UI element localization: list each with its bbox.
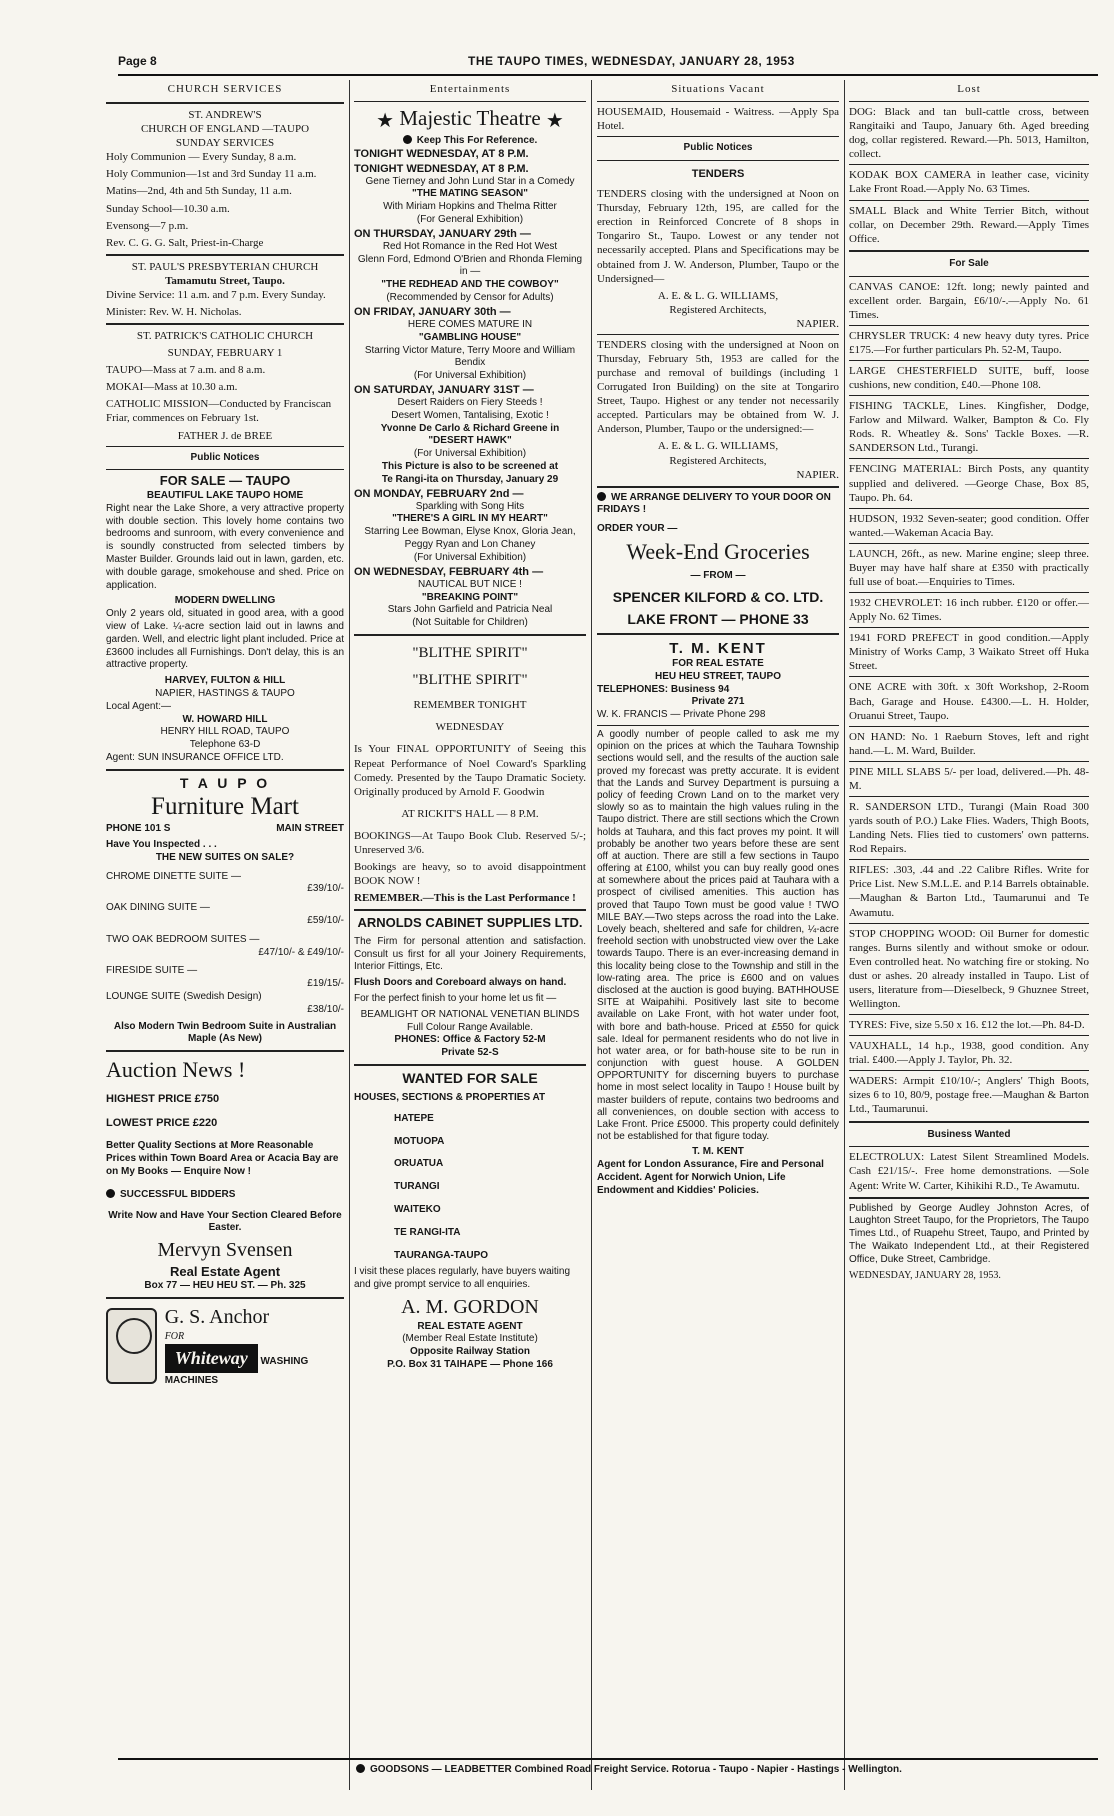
program-line: (For Universal Exhibition)	[413, 551, 527, 563]
sale-ad: HUDSON, 1932 Seven-seater; good condition. Offer wanted.—Wakeman Acacia Bay.	[849, 512, 1089, 539]
program-title: "THERE'S A GIRL IN MY HEART"	[392, 513, 548, 525]
agent-address: NAPIER, HASTINGS & TAUPO	[155, 688, 295, 700]
successful-bidders: SUCCESSFUL BIDDERS	[120, 1188, 236, 1200]
williams: A. E. & L. G. WILLIAMS,	[657, 440, 779, 453]
blithe-spirit-1: "BLITHE SPIRIT"	[412, 644, 528, 661]
modern-dwelling-body: Only 2 years old, situated in good area, with a good view of Lake. ¼-acre section laid out in lawns and garden. Well, and electric light plant included. Price at £3600 includes all Furnishings. Don't delay, this is an attractive property.	[106, 608, 344, 671]
tenders-heading: TENDERS	[691, 168, 745, 181]
arnolds-phones: PHONES: Office & Factory 52-M	[394, 1034, 546, 1046]
arnolds-range: Full Colour Range Available.	[406, 1021, 533, 1033]
final-opportunity: Is Your FINAL OPPORTUNITY of Seeing this Repeat Performance of Noel Coward's Sparkling Comedy. Presented by the Taupo Dramatic Society. Originally produced by Arnold F. Goodwin	[354, 743, 586, 798]
keep-reference: Keep This For Reference.	[416, 134, 538, 146]
theatre-name: Majestic Theatre	[399, 106, 541, 131]
highest-price: HIGHEST PRICE £750	[106, 1093, 220, 1106]
furniture-phone: PHONE 101 S	[106, 823, 171, 835]
new-suites: THE NEW SUITES ON SALE?	[155, 851, 295, 863]
public-notices-heading: Public Notices	[683, 142, 753, 154]
furniture-taupo: T A U P O	[179, 774, 271, 791]
inspected: Have You Inspected . . .	[106, 839, 217, 850]
star-icon: ★	[545, 110, 564, 133]
wanted-visit: I visit these places regularly, have buyers waiting and give prompt service to all enquiries.	[354, 1266, 571, 1291]
service-line: Divine Service: 11 a.m. and 7 p.m. Every Sunday.	[106, 288, 326, 301]
kent-street: HEU HEU STREET, TAUPO	[655, 670, 781, 682]
service-line: Holy Communion — Every Sunday, 8 a.m.	[106, 151, 297, 164]
st-andrews-sub: CHURCH OF ENGLAND —TAUPO	[140, 123, 310, 136]
place: ORUATUA	[394, 1158, 444, 1170]
service-line: Rev. C. G. G. Salt, Priest-in-Charge	[106, 236, 264, 249]
lost-ad: SMALL Black and White Terrier Bitch, without collar, on December 29th. Reward.—Apply Times Office.	[849, 204, 1089, 245]
service-line: Evensong—7 p.m.	[106, 219, 189, 232]
st-patricks-date: SUNDAY, FEBRUARY 1	[167, 347, 283, 360]
local-agent-label: Local Agent:—	[106, 700, 172, 712]
service-line: Minister: Rev. W. H. Nicholas.	[106, 306, 242, 319]
mervyn-svensen: Mervyn Svensen	[157, 1239, 293, 1262]
sale-ad: 1941 FORD PREFECT in good condition.—Apply Ministry of Works Camp, 3 Waikato Street off Huka Street.	[849, 632, 1089, 673]
program-when: ON WEDNESDAY, FEBRUARY 4th —	[354, 565, 544, 578]
last-performance: REMEMBER.—This is the Last Performance !	[354, 892, 576, 905]
sale-ad: R. SANDERSON LTD., Turangi (Main Road 300 yards south of P.O.) Lake Flies. Waders, Thigh Boots, Landing Nets. Flies tied to customers' own patterns. Rod Repairs.	[849, 801, 1089, 856]
sale-ad: ONE ACRE with 30ft. x 30ft Workshop, 2-Room Bach, Garage and House. £4300.—L. H. Holder, Oruanui Street, Taupo.	[849, 681, 1089, 722]
bookings-heavy: Bookings are heavy, so to avoid disappointment BOOK NOW !	[354, 861, 586, 888]
sale-ad: LARGE CHESTERFIELD SUITE, buff, loose cushions, new condition, £40.—Phone 108.	[849, 364, 1089, 392]
wanted-title: WANTED FOR SALE	[402, 1070, 538, 1087]
program-when: ON FRIDAY, JANUARY 30th —	[354, 305, 511, 318]
st-pauls-title: ST. PAUL'S PRESBYTERIAN CHURCH	[131, 260, 319, 273]
kent-tel: TELEPHONES: Business 94	[597, 683, 730, 695]
delivery: WE ARRANGE DELIVERY TO YOUR DOOR ON FRIDAYS !	[597, 491, 831, 516]
program-line: (For Universal Exhibition)	[413, 448, 527, 460]
furniture-mart-title: Furniture Mart	[151, 792, 299, 820]
wanted-sub: HOUSES, SECTIONS & PROPERTIES AT	[354, 1091, 546, 1103]
bullet-icon	[356, 1764, 365, 1773]
for-sale-sub: BEAUTIFUL LAKE TAUPO HOME	[146, 490, 304, 502]
program-line: Glenn Ford, Edmond O'Brien and Rhonda Fleming in —	[357, 253, 583, 278]
lost-ad: KODAK BOX CAMERA in leather case, vicinity Lake Front Road.—Apply No. 63 Times.	[849, 169, 1089, 196]
place: TURANGI	[394, 1181, 440, 1193]
place: WAITEKO	[394, 1203, 441, 1215]
auction-better: Better Quality Sections at More Reasonable Prices within Town Board Area or Acacia Bay are on My Books — Enquire Now !	[106, 1140, 339, 1178]
furniture-item: CHROME DINETTE SUITE — £39/10/-	[106, 870, 344, 895]
bullet-icon	[106, 1189, 115, 1198]
telephone: Telephone 63-D	[189, 739, 261, 751]
wednesday: WEDNESDAY	[435, 721, 505, 734]
header-rule	[118, 74, 1098, 76]
tender-2: TENDERS closing with the undersigned at Noon on Thursday, February 5th, 1953 are called for the purchase and removal of buildings (including 1 Corrugated Iron Building) on the site at Tongariro Street, Taupo. Highest or any tender not necessarily accepted. Particulars may be obtained from W. J. Anderson, Plumber, Taupo or the undersigned:—	[597, 338, 839, 436]
kent-body: A goodly number of people called to ask me my opinion on the prices at which the Tauhara Township sections would sell, and the results of the auction sale proved my forecast was pretty accurate. It is evident that the Lands and Survey Department is pursuing a policy of feeding Crown Land on to the market very slowly so as to maintain the high values ruling in the Taupo district. There are still sections which the Crown holds at Tauhara, and this fact proves my point. It will probably be another two years before these are sent off at auction. There are still a few sections in Taupo offering at £100, whilst you can buy really good ones at somewhere about the prices paid at Tauhara with a prospect of civilised amenities. This auction has proved that Taupo Town must be good value ! TWO MILE BAY.—Two steps across the road into the Lake. Lovely beach, sheltered and safe for children, ¼-acre freehold section with unobstructed view over the Lake towards Taupo. There is an ever-increasing demand in this locality being close to the Township and still in the low-rating area. The price is £600 and on values disclosed at the auction is good buying. BATHHOUSE SITE at Waipahihi. Positively last site to become available on Lake Front, with hot water under foot, with bore and bath-house. Priced at £550 for quick sale. Ideal for permanent residents who do not live in hot water area, or for bath-house site to be run in conjunction with guest house. A GOLDEN OPPORTUNITY for discerning buyers to purchase home in most select locality in Taupo ! House built by master builders of repute, contains two bedrooms and all conveniences, on double section with access to Lake Front. Price £5000. This property could definitely not be established for that figure today.	[597, 729, 839, 1143]
washing-machines: WASHING MACHINES	[164, 1355, 309, 1386]
bullet-icon	[597, 492, 606, 501]
program-line: Yvonne De Carlo & Richard Greene in	[380, 422, 560, 434]
arnolds-blinds: BEAMLIGHT OR NATIONAL VENETIAN BLINDS	[360, 1008, 580, 1020]
furniture-item: LOUNGE SUITE (Swedish Design) £38/10/-	[106, 990, 344, 1015]
sale-ad: STOP CHOPPING WOOD: Oil Burner for domestic ranges. Burns silently and without smoke or odour. Even controlled heat. No watching fire or stoking. No dust or ashes. 20 already installed in Taupo. List of users, literature from—Dieselbeck, 9 Ghuznee Street, Wellington.	[849, 927, 1089, 1011]
kent-agent: Agent for London Assurance, Fire and Personal Accident. Agent for Norwich Union, Life Endowment and Kiddies' Policies.	[597, 1159, 824, 1196]
business-wanted-heading: Business Wanted	[927, 1128, 1011, 1140]
sale-ad: RIFLES: .303, .44 and .22 Calibre Rifles. Write for Price List. New S.M.L.E. and P.14 Barrels obtainable.—Maughan & Barton Ltd., Taumarunui and Te Awamutu.	[849, 864, 1089, 919]
anchor-for: FOR	[164, 1330, 185, 1342]
for-sale-title: FOR SALE — TAUPO	[159, 473, 291, 489]
washing-machine-icon	[106, 1308, 157, 1384]
furniture-street: MAIN STREET	[276, 823, 344, 835]
insurance-agent: Agent: SUN INSURANCE OFFICE LTD.	[106, 752, 284, 763]
order-your: ORDER YOUR —	[597, 523, 678, 535]
write-now: Write Now and Have Your Section Cleared Before Easter.	[108, 1209, 342, 1234]
spencer-kilford: SPENCER KILFORD & CO. LTD.	[612, 589, 824, 606]
service-line: MOKAI—Mass at 10.30 a.m.	[106, 381, 238, 394]
lost-heading: Lost	[957, 83, 981, 95]
program-title: "GAMBLING HOUSE"	[418, 331, 522, 343]
program-line: (For Universal Exhibition)	[413, 370, 527, 382]
modern-dwelling: MODERN DWELLING	[174, 595, 276, 607]
program-line: HERE COMES MATURE IN	[407, 318, 533, 330]
service-line: TAUPO—Mass at 7 a.m. and 8 a.m.	[106, 364, 266, 377]
anchor-name: G. S. Anchor	[164, 1306, 270, 1329]
page-header	[118, 52, 1098, 72]
program-line: (Not Suitable for Children)	[412, 617, 528, 629]
footer-rule	[118, 1758, 1098, 1760]
anchor-ad	[106, 1305, 344, 1387]
howard-address: HENRY HILL ROAD, TAUPO	[160, 726, 290, 738]
st-andrews-services: SUNDAY SERVICES	[175, 137, 275, 150]
housemaid-ad: HOUSEMAID, Housemaid - Waitress. —Apply Spa Hotel.	[597, 106, 839, 133]
arnolds-body: The Firm for personal attention and satisfaction. Consult us first for all your Joinery Requirements, Interior Fittings, Etc.	[354, 935, 586, 973]
sale-ad: VAUXHALL, 14 h.p., 1938, good condition. Any trial. £400.—Apply J. Taylor, Ph. 32.	[849, 1040, 1089, 1067]
lake-front-phone: LAKE FRONT — PHONE 33	[627, 610, 809, 627]
footer-text: GOODSONS — LEADBETTER Combined Road Freight Service. Rotorua - Taupo - Napier - Hastings - Wellington.	[370, 1764, 902, 1775]
from: — FROM —	[690, 570, 746, 582]
program-line: This Picture is also to be screened at	[381, 461, 559, 472]
kent-francis: W. K. FRANCIS — Private Phone 298	[597, 709, 766, 721]
column-2	[354, 80, 586, 1785]
service-line: Holy Communion—1st and 3rd Sunday 11 a.m.	[106, 168, 317, 181]
column-4	[849, 80, 1089, 1785]
st-patricks-title: ST. PATRICK'S CATHOLIC CHURCH	[136, 330, 314, 343]
kent-sign: T. M. KENT	[692, 1146, 744, 1158]
program-line: Desert Raiders on Fiery Steeds !	[397, 397, 543, 409]
furniture-item: FIRESIDE SUITE — £19/15/-	[106, 965, 344, 990]
situations-vacant-heading: Situations Vacant	[671, 83, 765, 95]
program-title: "THE MATING SEASON"	[412, 188, 528, 200]
father-name: FATHER J. de BREE	[177, 429, 273, 442]
masthead: THE TAUPO TIMES, WEDNESDAY, JANUARY 28, 1953	[468, 54, 795, 68]
weekend-groceries: Week-End Groceries	[626, 539, 810, 565]
gordon-member: (Member Real Estate Institute)	[402, 1333, 538, 1345]
program-line: Te Rangi-ita on Thursday, January 29	[381, 473, 559, 485]
sale-ad: PINE MILL SLABS 5/- per load, delivered.—Ph. 48-M.	[849, 765, 1089, 792]
real-estate-agent: Real Estate Agent	[169, 1263, 281, 1279]
program-line: Sparkling with Song Hits	[415, 500, 525, 512]
star-icon: ★	[376, 110, 395, 133]
column-divider	[844, 80, 845, 1790]
sale-ad: CANVAS CANOE: 12ft. long; newly painted and excellent order. Bargain, £6/10/-.—Apply No. 61 Times.	[849, 280, 1089, 321]
napier: NAPIER.	[796, 317, 839, 330]
column-divider	[349, 80, 350, 1790]
st-pauls-street: Tamamutu Street, Taupo.	[165, 274, 285, 287]
place: TAURANGA-TAUPO	[394, 1249, 489, 1261]
for-sale-body: Right near the Lake Shore, a very attractive property with double section. This lovely home contains two bedrooms and sunroom, with every convenience and is soundly constructed from selected timbers by Master Builder. Grounds laid out in lawn, garden, etc. with double garage, smokehouse and shed. Price on application.	[106, 502, 344, 591]
program-line: (Recommended by Censor for Adults)	[386, 292, 554, 304]
service-line: Matins—2nd, 4th and 5th Sunday, 11 a.m.	[106, 185, 292, 198]
program-line: Desert Women, Tantalising, Exotic !	[391, 409, 549, 421]
st-andrews-title: ST. ANDREW'S	[188, 109, 262, 122]
program-when: ON THURSDAY, JANUARY 29th —	[354, 227, 531, 240]
lost-ad: DOG: Black and tan bull-cattle cross, between Rangitaiki and Taupo, January 6th. Aged breeding dog, collar registered. Reward.—Ph. 5013, Hamilton, collect.	[849, 106, 1089, 161]
column-divider	[591, 80, 592, 1790]
program-line: NAUTICAL BUT NICE !	[418, 578, 522, 590]
furniture-item: OAK DINING SUITE — £59/10/-	[106, 902, 344, 926]
program-line: Red Hot Romance in the Red Hot West	[382, 240, 558, 252]
public-notices-heading: Public Notices	[190, 451, 260, 463]
arnolds-flush: Flush Doors and Coreboard always on hand.	[354, 977, 567, 989]
sale-ad: FISHING TACKLE, Lines. Kingfisher, Dodge, Farlow and Milward. Walker, Bampton & Co. Fly Rods. R. Wheatley &. Sons' Tackle Boxes. —R. SANDERSON Ltd., Turangi.	[849, 400, 1089, 455]
place: MOTUOPA	[394, 1135, 445, 1147]
blithe-spirit-2: "BLITHE SPIRIT"	[412, 672, 528, 689]
kent-private: Private 271	[691, 696, 745, 708]
sale-ad: TYRES: Five, size 5.50 x 16. £12 the lot.—Ph. 84-D.	[849, 1019, 1085, 1032]
kent-title: T. M. KENT	[669, 639, 767, 657]
bookings: BOOKINGS—At Taupo Book Club. Reserved 5/-; Unreserved 3/6.	[354, 829, 586, 856]
program-when: ON SATURDAY, JANUARY 31ST —	[354, 383, 534, 396]
kent-for-re: FOR REAL ESTATE	[672, 658, 764, 670]
bullet-icon	[403, 135, 412, 144]
program-title: "BREAKING POINT"	[421, 591, 519, 603]
program-title: "DESERT HAWK"	[428, 435, 512, 447]
gordon-opposite: Opposite Railway Station	[409, 1346, 531, 1358]
sale-ad: WADERS: Armpit £10/10/-; Anglers' Thigh Boots, sizes 6 to 10, 80/9, postage free.—Maughan & Barton Ltd., Taumarunui.	[849, 1075, 1089, 1116]
program-line: (For General Exhibition)	[416, 214, 524, 226]
sale-ad: FENCING MATERIAL: Birch Posts, any quantity supplied and delivered. —George Chase, Box 85, Taupo. Ph. 64.	[849, 463, 1089, 504]
arnolds-private: Private 52-S	[441, 1047, 499, 1059]
gordon-name: A. M. GORDON	[401, 1295, 539, 1318]
program-line: Starring Lee Bowman, Elyse Knox, Gloria Jean, Peggy Ryan and Lon Chaney	[364, 526, 576, 551]
service-line: CATHOLIC MISSION—Conducted by Franciscan Friar, commences on February 1st.	[106, 398, 332, 425]
sale-ad: LAUNCH, 26ft., as new. Marine engine; sleep three. Buyer may have half share at £350 with practically full use of boat.—Enquiries to Times.	[849, 547, 1089, 588]
place: TE RANGI-ITA	[394, 1226, 461, 1238]
program-line: Gene Tierney and John Lund Star in a Comedy	[365, 175, 575, 187]
column-3	[597, 80, 839, 1785]
program-when: TONIGHT WEDNESDAY, AT 8 P.M.	[354, 148, 529, 161]
remember-tonight: REMEMBER TONIGHT	[413, 699, 527, 712]
page-number: Page 8	[118, 54, 157, 68]
for-sale-heading: For Sale	[949, 257, 989, 269]
sale-ad: CHRYSLER TRUCK: 4 new heavy duty tyres. Price £175.—For further particulars Ph. 52-M, Taupo.	[849, 329, 1089, 356]
gordon-box: P.O. Box 31 TAIHAPE — Phone 166	[387, 1358, 553, 1370]
tender-1: TENDERS closing with the undersigned at Noon on Thursday, February 12th, 195, are called for the erection in Reinforced Concrete of 8 shops in Tongariro St., Taupo. Lowest or any tender not necessarily accepted. Plans and Specifications may be obtained from J. W. Anderson, Plumber, Taupo or the Undersigned—	[597, 188, 839, 285]
program-line: Stars John Garfield and Patricia Neal	[387, 604, 553, 616]
issue-date: WEDNESDAY, JANUARY 28, 1953.	[849, 1269, 1001, 1281]
auction-news-title: Auction News !	[106, 1057, 246, 1083]
whiteway-logo: Whiteway	[165, 1344, 258, 1373]
agent-name: HARVEY, FULTON & HILL	[164, 675, 286, 687]
gordon-role: REAL ESTATE AGENT	[417, 1320, 523, 1332]
auction-box: Box 77 — HEU HEU ST. — Ph. 325	[144, 1280, 306, 1292]
column-1	[106, 80, 344, 1785]
howard-hill: W. HOWARD HILL	[182, 713, 268, 725]
church-services-heading: CHURCH SERVICES	[167, 83, 283, 95]
furniture-also: Also Modern Twin Bedroom Suite in Australian Maple (As New)	[113, 1020, 337, 1045]
sale-ad: ON HAND: No. 1 Raeburn Stoves, left and right hand.—L. M. Ward, Builder.	[849, 730, 1089, 757]
architects: Registered Architects,	[669, 303, 767, 316]
arnolds-title: ARNOLDS CABINET SUPPLIES LTD.	[357, 915, 583, 931]
place: HATEPE	[394, 1112, 434, 1124]
napier: NAPIER.	[796, 468, 839, 481]
program-line: Starring Victor Mature, Terry Moore and William Bendix	[364, 344, 576, 369]
williams: A. E. & L. G. WILLIAMS,	[657, 289, 779, 302]
lowest-price: LOWEST PRICE £220	[106, 1117, 218, 1130]
electrolux-ad: ELECTROLUX: Latest Silent Streamlined Models. Cash £21/15/-. Free home demonstrations. —Sole Agent: Write W. Carter, Kihikihi R.D., Te Awamutu.	[849, 1151, 1089, 1192]
furniture-item: TWO OAK BEDROOM SUITES — £47/10/- & £49/10/-	[106, 933, 344, 958]
architects: Registered Architects,	[669, 454, 767, 467]
entertainments-heading: Entertainments	[429, 83, 511, 95]
program-when: TONIGHT WEDNESDAY, AT 8 P.M.	[354, 162, 529, 175]
published-by: Published by George Audley Johnston Acres, of Laughton Street Taupo, for the Proprietors, The Taupo Times Ltd., of Ruapehu Street, Taupo, and Printed by The Waikato Independent Ltd., at their Registered Office, Duke Street, Cambridge.	[849, 1202, 1089, 1265]
program-when: ON MONDAY, FEBRUARY 2nd —	[354, 487, 524, 500]
program-line: With Miriam Hopkins and Thelma Ritter	[383, 201, 557, 213]
service-line: Sunday School—10.30 a.m.	[106, 202, 230, 215]
sale-ad: 1932 CHEVROLET: 16 inch rubber. £120 or offer.—Apply No. 62 Times.	[849, 597, 1089, 624]
arnolds-finish: For the perfect finish to your home let us fit —	[354, 993, 557, 1005]
rickits-hall: AT RICKIT'S HALL — 8 P.M.	[401, 807, 539, 820]
program-title: "THE REDHEAD AND THE COWBOY"	[381, 279, 559, 291]
